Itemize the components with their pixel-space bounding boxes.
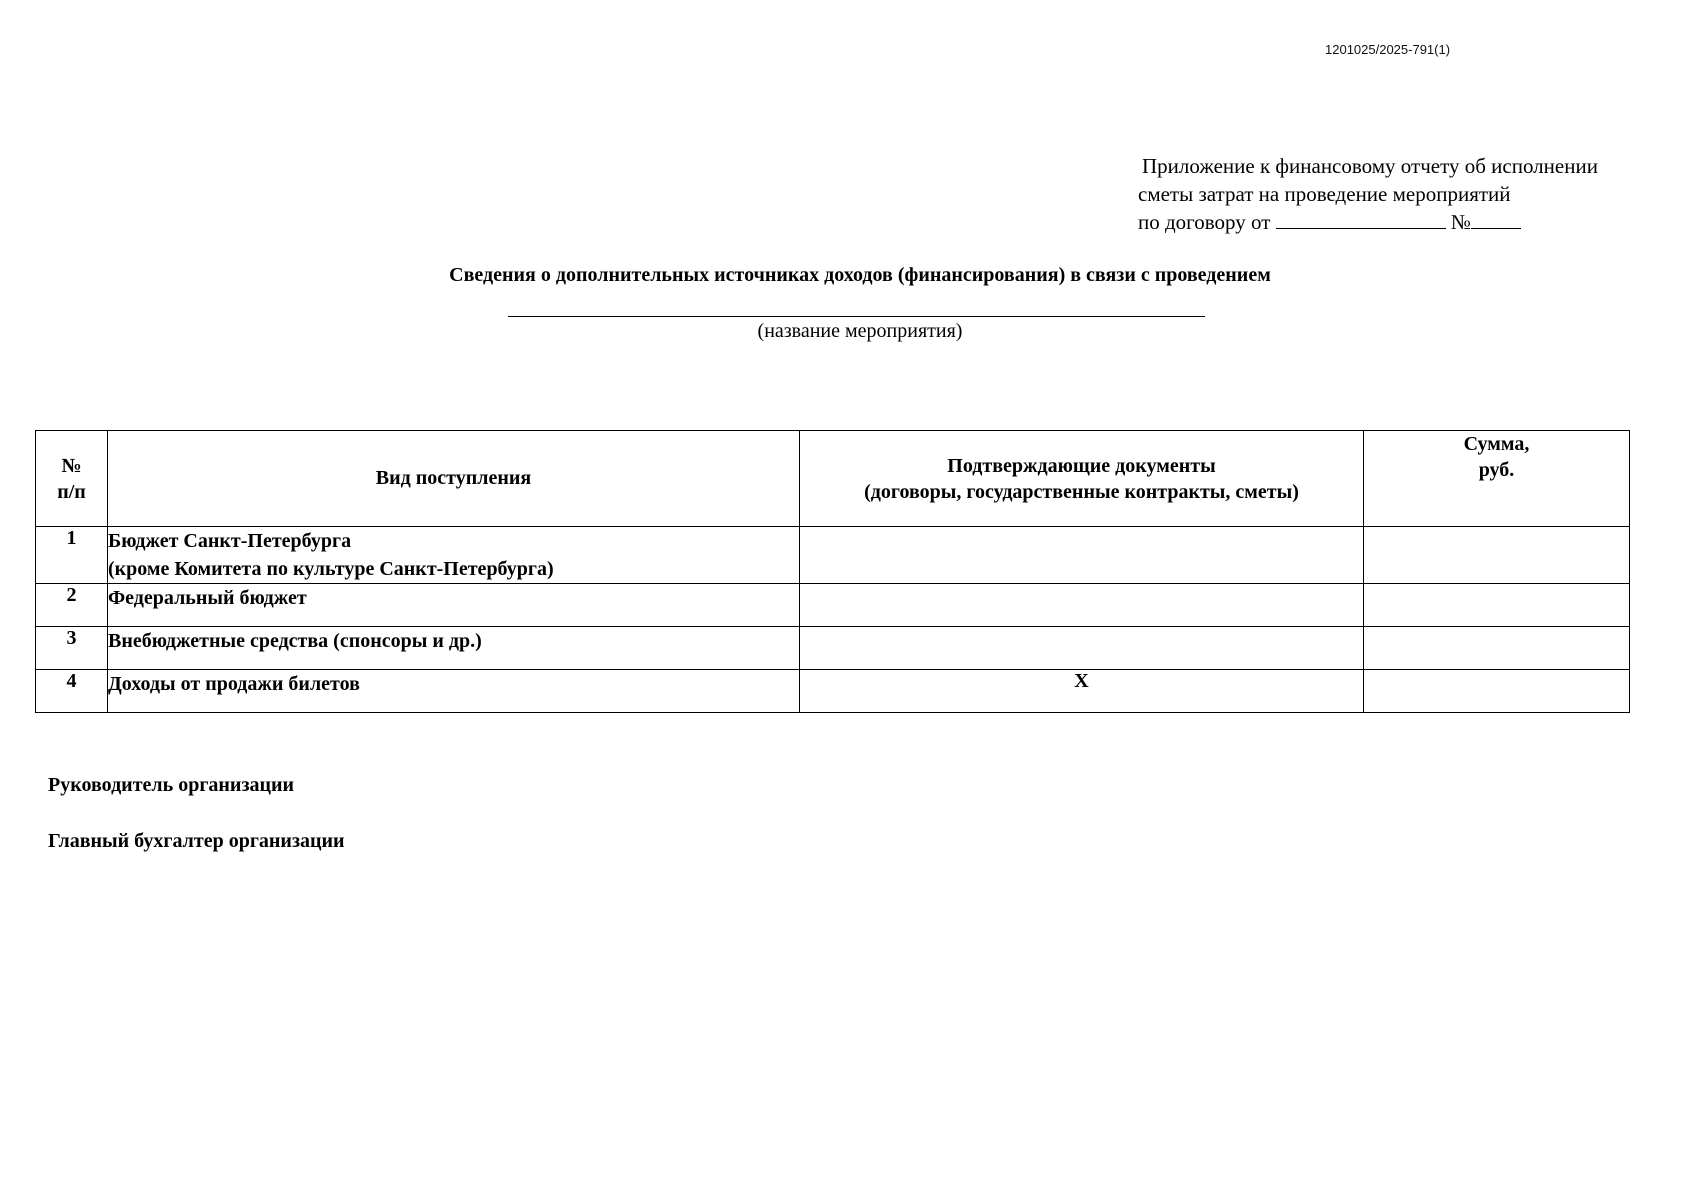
event-name-blank [508, 316, 1205, 317]
table-row [36, 527, 1630, 584]
row-docs-cell: Х [800, 670, 1364, 713]
row-number: 1 [36, 527, 108, 584]
row-number: 4 [36, 670, 108, 713]
header-sum-line2: руб. [1478, 459, 1515, 481]
contract-date-blank [1276, 210, 1446, 229]
row-number: 2 [36, 584, 108, 627]
header-supporting-docs [800, 431, 1364, 527]
table-row [36, 627, 1630, 670]
income-sources-table [35, 430, 1630, 713]
row-docs-cell[interactable] [800, 527, 1364, 584]
page-title: Сведения о дополнительных источниках доходов (финансирования) в связи с проведением [449, 264, 1271, 286]
row-income-type: Федеральный бюджет [108, 584, 800, 627]
header-number-line1: № [61, 454, 82, 477]
row-sum-cell[interactable] [1364, 670, 1630, 713]
header-income-type: Вид поступления [108, 431, 800, 527]
appendix-line-2 [1138, 180, 1598, 208]
row-sum-cell[interactable] [1364, 584, 1630, 627]
row-sum-cell[interactable] [1364, 527, 1630, 584]
row-income-type: Внебюджетные средства (спонсоры и др.) [108, 627, 800, 670]
header-sum-line1: Сумма, [1463, 433, 1530, 455]
appendix-line-2-text: сметы затрат на проведение мероприятий [1138, 182, 1511, 206]
row-income-type-line2: (кроме Комитета по культуре Санкт-Петербурга) [108, 558, 554, 580]
contract-number-blank [1471, 210, 1521, 229]
row-income-type [108, 527, 800, 584]
signature-head-label: Руководитель организации [48, 774, 295, 796]
header-docs-line1: Подтверждающие документы [947, 454, 1216, 477]
table-header-row [36, 431, 1630, 527]
signature-accountant-label: Главный бухгалтер организации [48, 830, 345, 852]
row-sum-cell[interactable] [1364, 627, 1630, 670]
document-id: 1201025/2025-791(1) [1325, 42, 1451, 57]
header-number-line2: п/п [57, 480, 86, 503]
row-income-type-line1: Бюджет Санкт-Петербурга [108, 530, 352, 552]
row-docs-cell[interactable] [800, 627, 1364, 670]
contract-number-label: № [1450, 210, 1471, 234]
row-number: 3 [36, 627, 108, 670]
table-row [36, 584, 1630, 627]
contract-date-label: по договору от [1138, 210, 1271, 234]
appendix-note [1138, 152, 1598, 236]
row-docs-cell[interactable] [800, 584, 1364, 627]
appendix-line-1: Приложение к финансовому отчету об исполнении [1142, 154, 1598, 178]
header-docs-line2: (договоры, государственные контракты, сметы) [864, 480, 1299, 503]
row-income-type: Доходы от продажи билетов [108, 670, 800, 713]
header-sum [1364, 431, 1630, 527]
header-number [36, 431, 108, 527]
appendix-line-3 [1138, 208, 1598, 236]
table-row [36, 670, 1630, 713]
event-name-caption: (название мероприятия) [757, 320, 963, 342]
